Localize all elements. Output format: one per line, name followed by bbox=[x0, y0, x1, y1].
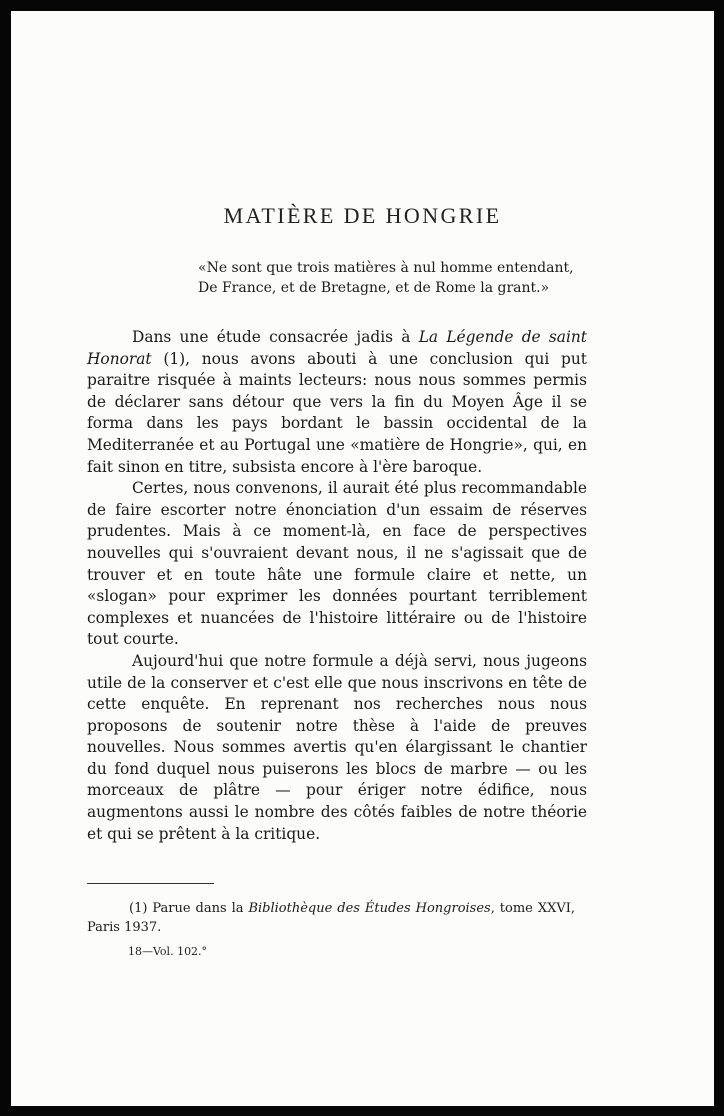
footnote-italic-title: Bibliothèque des Études Hongroises bbox=[248, 901, 491, 916]
paragraph-1-text-before: Dans une étude consacrée jadis à bbox=[132, 328, 419, 346]
page bbox=[11, 11, 714, 1106]
paragraph-2: Certes, nous convenons, il aurait été plus recommandable de faire escorter notre énonciation d'un essaim de réserves prudentes. Mais à ce moment-là, en face de perspectives nouvelles qui s'ouvraient devant nous, il ne s'agissait que de trouver et en toute hâte une formule claire et nette, un «slogan» pour exprimer les données pourtant terriblement complexes et nuancées de l'histoire littéraire ou de l'histoire tout courte. bbox=[87, 479, 587, 649]
epigraph bbox=[198, 258, 574, 298]
footnote-divider bbox=[87, 883, 214, 884]
epigraph-line-1: «Ne sont que trois matières à nul homme entendant, bbox=[198, 260, 574, 276]
footnote-reference[interactable]: (1) bbox=[163, 349, 186, 368]
footnote-text-before: Parue dans la bbox=[147, 901, 249, 916]
epigraph-line-2: De France, et de Bretagne, et de Rome la grant.» bbox=[198, 280, 550, 296]
signature-mark: 18—Vol. 102.° bbox=[128, 945, 208, 958]
paragraph-3: Aujourd'hui que notre formule a déjà servi, nous jugeons utile de la conserver et c'est elle que nous inscrivons en tête de cette enquête. En reprenant nos recherches nous nous proposons de soutenir notre thèse à l'aide de preuves nouvelles. Nous sommes avertis qu'en élargissant le chantier du fond duquel nous puiserons les blocs de marbre — ou les morceaux de plâtre — pour ériger notre édifice, nous augmentons aussi le nombre des côtés faibles de notre théorie et qui se prêtent à la critique. bbox=[87, 651, 587, 843]
footnote-text-after: , tome XXVI, Paris 1937. bbox=[87, 901, 575, 935]
footnote bbox=[87, 899, 575, 937]
body-text bbox=[87, 327, 587, 845]
paragraph-1 bbox=[87, 327, 587, 478]
page-title: MATIÈRE DE HONGRIE bbox=[223, 203, 502, 228]
italic-book-title: La Légende de saint Honorat bbox=[87, 328, 587, 368]
footnote-marker: (1) bbox=[129, 901, 148, 916]
paragraph-1-text-after: , nous avons abouti à une conclusion qui put paraitre risquée à maints lecteurs: nous nous sommes permis de déclarer sans détour que vers la fin du Moyen Âge il se forma dans les pays bordant le bassin occidental de la Mediterranée et au Portugal une «matière de Hongrie», qui, en fait sinon en titre, subsista encore à l'ère baroque. bbox=[87, 349, 587, 476]
